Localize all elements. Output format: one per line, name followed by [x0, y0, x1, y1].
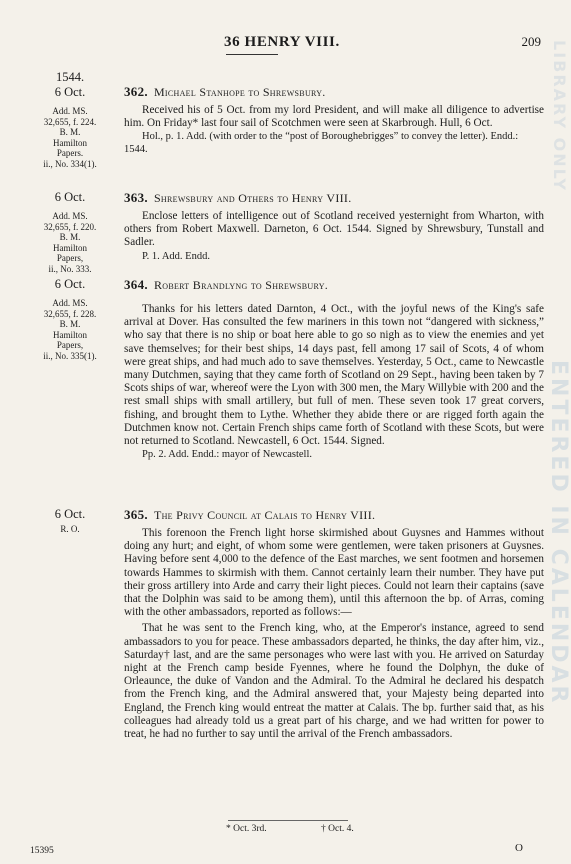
entry-content [124, 190, 544, 263]
entry-paragraph: That he was sent to the French king, who, at the Emperor's instance, agreed to send ambassadors to you for peace. These ambassadors departed, he thinks, the day after him, viz., Saturday† last, and are the same personages who were last with you. He arrived on Saturday night at the French camp beside Fyennes, where he found the Dolphyn, the duke of Orleaunce, the duke of Vandon and the Admiral. To the Admiral he declared his despatch from the French king, and the Admiral answered that, your Majesty being departed into England, the French king would entreat the matter at Calais. The bp. further said that, as his colleagues had already told us a great part of his charge, and we had written for power to treat, he had no further to say until the arrival of the French ambassadors. [124, 622, 544, 741]
entry-title: The Privy Council at Calais to Henry VIII. [153, 508, 376, 522]
signature-mark: O [515, 842, 523, 854]
entry-heading [124, 277, 544, 293]
entry-source-ref: Add. MS. 32,655, f. 224. B. M. Hamilton Papers. ii., No. 334(1). [43, 106, 97, 169]
entry-paragraph: Enclose letters of intelligence out of Scotland received yesternight from Wharton, with others from Robert Maxwell. Darneton, 6 Oct. 1544. Signed by Shrewsbury, Tunstall and Sadler. [124, 210, 544, 249]
entry-margin [22, 277, 118, 361]
entry-margin [22, 190, 118, 274]
entry-content [124, 507, 544, 741]
entry-endorsement: P. 1. Add. Endd. [142, 250, 210, 262]
entry-number: 365. [124, 507, 148, 522]
entry-margin [22, 70, 118, 169]
footnotes [226, 824, 406, 834]
entry-source-ref: Add. MS. 32,655, f. 220. B. M. Hamilton Papers, ii., No. 333. [43, 211, 97, 274]
entry-endorsement: Hol., p. 1. Add. (with order to the “post of Boroughebrigges” to convey the letter). Endd.: 1544. [124, 131, 519, 156]
entry-paragraph: This forenoon the French light horse skirmished about Guysnes and Hammes without doing any hurt; and eight, of whom some were gentlemen, were taken prisoners at Guysnes. Having before sent 4,000 to the defence of the East marches, we sent footmen and horsemen towards Hammes to skirmish with them. Cannot certainly learn their number. They have put their gross artillery into Arde and carry their light pieces. Could not learn their captains (save that the Dolphin was said to be among them), until this afternoon the bp. of Arras, coming with the other ambassadors, reported as follows:— [124, 527, 544, 619]
entry-date: 6 Oct. [54, 507, 86, 521]
entry-heading [124, 507, 544, 523]
footnote-rule [228, 820, 348, 821]
entry-source-ref: Add. MS. 32,655, f. 228. B. M. Hamilton Papers, ii., No. 335(1). [43, 298, 97, 361]
entry-margin [22, 507, 118, 535]
entry-title: Michael Stanhope to Shrewsbury. [153, 85, 326, 99]
footnote: † Oct. 4. [321, 824, 354, 834]
library-stamp: ENTERED IN CALENDAR [546, 360, 571, 706]
print-code: 15395 [30, 846, 54, 856]
entry-content [124, 277, 544, 461]
header-rule [226, 54, 278, 55]
entry-title: Robert Brandlyng to Shrewsbury. [153, 278, 329, 292]
page-number: 209 [521, 34, 541, 49]
page-header [0, 34, 567, 54]
footnote: * Oct. 3rd. [226, 824, 267, 834]
entry-heading [124, 84, 544, 100]
entry-number: 363. [124, 190, 148, 205]
entry-year: 1544. [55, 70, 85, 84]
entry-paragraph: Thanks for his letters dated Darnton, 4 Oct., with the joyful news of the King's safe arrival at Dover. Has consulted the few mariners in this town not “dangered with sickness,” who say that there is no ship or boat here able to go so nigh as to view the enemies and yet save themselves; for their best ships, 14 days past, fell among 17 sail of Scots, 4 of whom were great ships, and had much ado to save themselves. Yesterday, 5 Oct., came to Newcastle many Dutchmen, saying that they came forth of Scotland on 29 Sept., having been taken by 7 Scots ships of war, whereof were the Lyon with 300 men, the Mary Willybie with 200 and the rest small ships with small artillery, but full of men. These seven took 17 great corvers, fishing, and brought them to Lythe. Whether they abide there or are rigged forth again the Dutchmen know not. Certain French ships came forth of Scotland with these Scots, but were not returned to Scotland. Newcastell, 6 Oct. 1544. Signed. [124, 303, 544, 448]
entry-endorsement: Pp. 2. Add. Endd.: mayor of Newcastell. [142, 449, 313, 461]
running-title: 36 HENRY VIII. [224, 34, 340, 50]
entry-source-ref: R. O. [60, 524, 80, 534]
entry-date: 6 Oct. [54, 190, 86, 204]
entry-number: 364. [124, 277, 148, 292]
entry-heading [124, 190, 544, 206]
library-stamp-top: LIBRARY ONLY [550, 40, 569, 192]
entry-date: 6 Oct. [54, 85, 86, 99]
entry-paragraph: Received his of 5 Oct. from my lord President, and will make all diligence to advertise him. On Friday* last four sail of Scotchmen were seen at Skarbrough. Hull, 6 Oct. [124, 104, 544, 130]
entry-number: 362. [124, 84, 148, 99]
entry-content [124, 84, 544, 156]
entry-title: Shrewsbury and Others to Henry VIII. [153, 191, 352, 205]
entry-date: 6 Oct. [54, 277, 86, 291]
